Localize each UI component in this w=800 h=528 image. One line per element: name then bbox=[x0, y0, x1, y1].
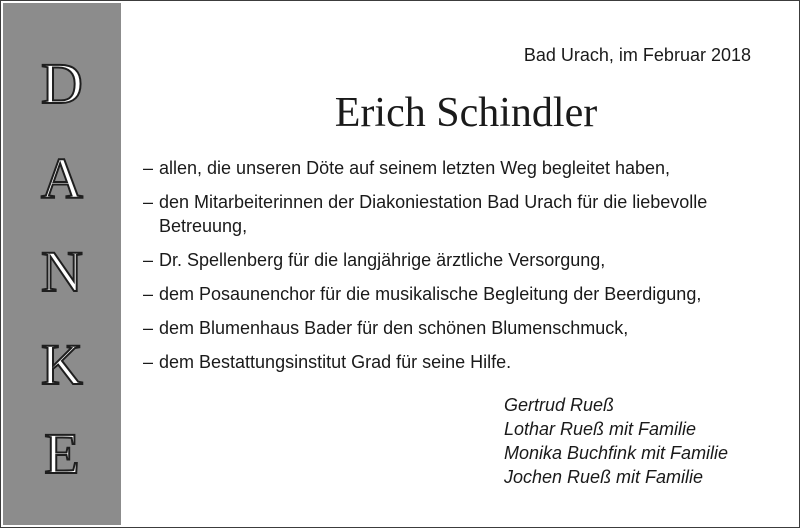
danke-sidebar bbox=[3, 3, 121, 525]
deceased-name: Erich Schindler bbox=[334, 90, 598, 136]
thanks-item: – dem Bestattungsinstitut Grad für seine Hilfe. bbox=[143, 352, 512, 372]
sidebar-letter-k: K bbox=[41, 332, 83, 397]
signer: Gertrud Rueß bbox=[504, 395, 615, 415]
place-date: Bad Urach, im Februar 2018 bbox=[523, 45, 751, 65]
thanks-item: – den Mitarbeiterinnen der Diakoniestation Bad Urach für die liebevolle Betreuung, bbox=[143, 192, 708, 236]
sidebar-letter-e: E bbox=[44, 421, 80, 486]
signer: Jochen Rueß mit Familie bbox=[504, 467, 704, 487]
sidebar-letter-d: D bbox=[41, 51, 83, 116]
signer: Lothar Rueß mit Familie bbox=[504, 419, 697, 439]
sidebar-letter-n: N bbox=[41, 239, 83, 304]
sidebar-letter-a: A bbox=[41, 146, 83, 211]
thanks-item: – allen, die unseren Döte auf seinem letzten Weg begleitet haben, bbox=[143, 158, 671, 178]
thanks-item: – Dr. Spellenberg für die langjährige ärztliche Versorgung, bbox=[143, 250, 606, 270]
signers-block bbox=[504, 393, 728, 489]
signer: Monika Buchfink mit Familie bbox=[504, 443, 729, 463]
thanks-item: – dem Posaunenchor für die musikalische Begleitung der Beerdigung, bbox=[143, 284, 702, 304]
thanks-list bbox=[143, 156, 783, 384]
thanks-item: – dem Blumenhaus Bader für den schönen Blumenschmuck, bbox=[143, 318, 629, 338]
